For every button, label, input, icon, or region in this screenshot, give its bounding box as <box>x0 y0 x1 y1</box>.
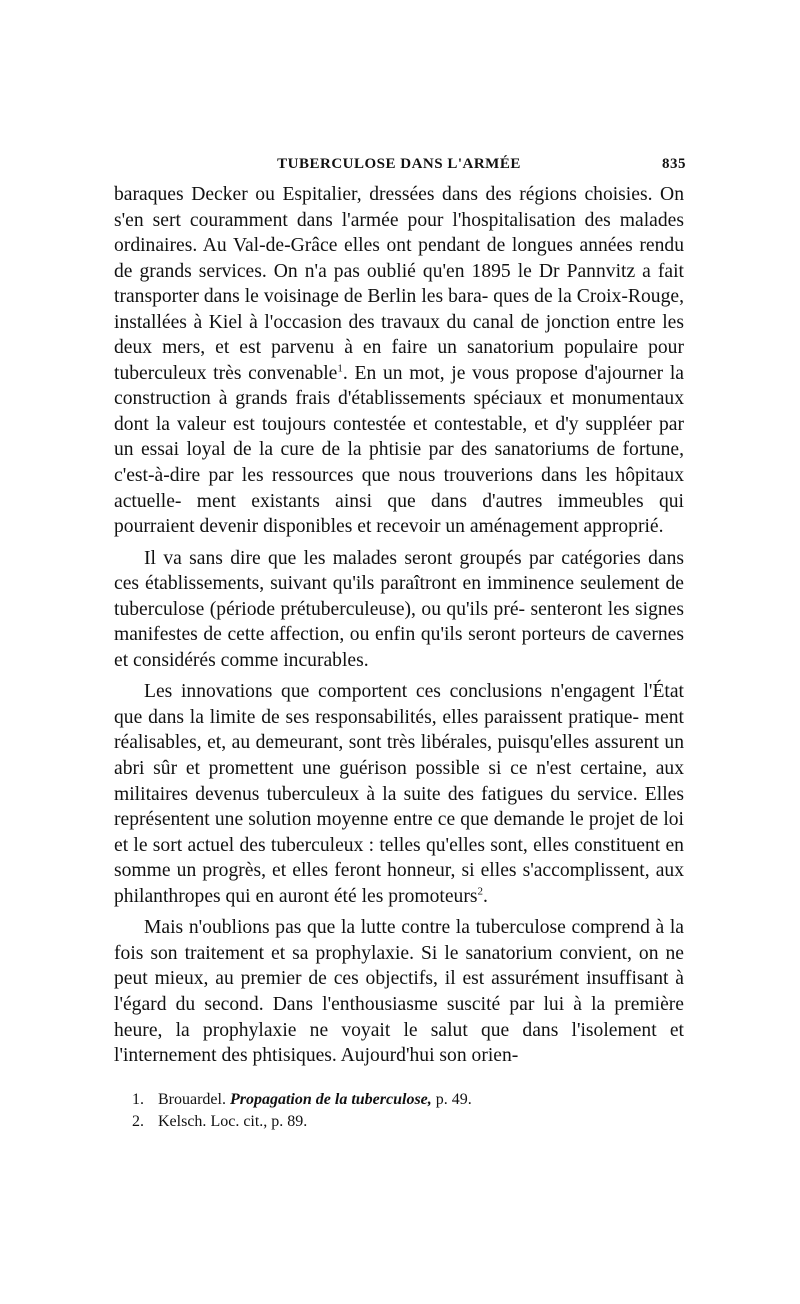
text-line: ment réalisables, et, au demeurant, sont très libérales, puisqu'elles <box>114 706 684 754</box>
text-line: qu'elles sont, elles constituent en somme un progrès, et elles feront <box>114 834 684 882</box>
paragraph-3: Les innovations que comportent ces conclusions n'engagent l'État que dans la limite de ses responsabilités, elles paraissent pratique- ment réalisables, et, au demeurant, sont très libérales, puisqu'elles assurent un abri sûr et promettent une guérison possible si ce n'est certaine, aux militaires devenus tuberculeux à la suite des fatigues du service. Elles représentent une solution moyenne entre ce que demande le projet de loi et le sort actuel des tuberculeux : telles qu'elles sont, elles constituent en somme un progrès, et elles feront honneur, si elles s'accomplissent, aux philanthropes qui en auront été les promoteurs$^2$. <box>114 681 685 907</box>
text-line: En un mot, je vous propose d'ajourner la construction à grands <box>114 362 685 410</box>
text-line: frais d'établissements spéciaux et monumentaux dont la valeur est <box>114 388 684 435</box>
footnote-1 <box>132 1089 684 1111</box>
footnote-author: Brouardel. <box>158 1090 226 1108</box>
footnote-ref: 1 <box>337 362 343 375</box>
running-head <box>114 156 684 182</box>
text-line: années rendu de grands services. On n'a pas oublié qu'en 1895 le <box>114 235 684 282</box>
text-line: devenir disponibles et recevoir un aménagement approprié. <box>199 516 664 538</box>
body-text <box>114 182 684 1069</box>
text-line: du service. Elles représentent une solution moyenne entre ce que <box>114 783 684 831</box>
paragraph-1: baraques Decker ou Espitalier, dressées dans des régions choisies. On s'en sert couramment dans l'armée pour l'hospitalisation des malades ordinaires. Au Val-de-Grâce elles ont pendant de longues années rendu de grands services. On n'a pas oublié qu'en 1895 le Dr Pannvitz a fait transporter dans le voisinage de Berlin les bara- ques de la Croix-Rouge, installées à Kiel à l'occasion des travaux du canal de jonction entre les deux mers, et est parvenu à en faire un sanatorium populaire pour tuberculeux très convenable$^1$. En un mot, je vous propose d'ajourner la construction à grands frais d'établissements spéciaux et monumentaux dont la valeur est toujours contestée et contestable, et d'y suppléer par un essai loyal de la cure de la phtisie par des sanatoriums de fortune, c'est-à-dire par les ressources que nous trouverions dans les hôpitaux actuelle- ment existants ainsi que dans d'autres immeubles qui pourraient devenir disponibles et recevoir un aménagement approprié. <box>114 184 685 538</box>
text-line: l'isolement et l'internement des phtisiques. Aujourd'hui son orien- <box>114 1019 684 1067</box>
text-line: de la cure de la phtisie par des sanatoriums de fortune, c'est-à-dire <box>114 439 685 487</box>
text-line: seront porteurs de cavernes et considérés comme incurables. <box>114 624 685 671</box>
footnote-number: 1. <box>132 1090 144 1108</box>
footnote-ref: 2 <box>477 885 484 898</box>
text-line: à la fois son traitement et sa prophylaxie. Si le sanatorium convient, <box>114 917 684 964</box>
text-line: baraques Decker ou Espitalier, dressées dans des régions choisies. <box>114 184 653 205</box>
footnote-reference: p. 49. <box>435 1090 472 1108</box>
text-line: assurent un abri sûr et promettent une guérison possible si ce n'est <box>114 732 684 780</box>
text-line: on ne peut mieux, au premier de ces objectifs, il est assurément <box>114 942 684 990</box>
footnote-number: 2. <box>132 1112 144 1130</box>
text-line: ment existants ainsi que dans d'autres immeubles qui pourraient <box>114 490 684 538</box>
running-title: TUBERCULOSE DANS L'ARMÉE <box>277 156 521 172</box>
footnote-author: Kelsch. <box>158 1112 207 1130</box>
text-line: Les innovations que comportent ces conclusions n'engagent l'État <box>144 681 684 703</box>
footnote-2 <box>132 1111 684 1133</box>
text-line: On s'en sert couramment dans l'armée pour l'hospitalisation des <box>114 184 684 231</box>
text-line: insuffisant à l'égard du second. Dans l'enthousiasme suscité par lui <box>114 968 684 1015</box>
text-line: Il va sans dire que les malades seront groupés par catégories <box>144 547 641 569</box>
footnotes <box>114 1089 684 1133</box>
text-line: Dr Pannvitz a fait transporter dans le voisinage de Berlin les bara- <box>114 260 684 308</box>
text-line: faire un sanatorium populaire pour tuberculeux très convenable <box>114 337 684 384</box>
text-line: à la première heure, la prophylaxie ne voyait le salut que dans <box>114 993 684 1041</box>
text-line: dans ces établissements, suivant qu'ils paraîtront en imminence <box>114 547 685 595</box>
text-line: malades ordinaires. Au Val-de-Grâce elles ont pendant de longues <box>114 209 684 257</box>
text-line: certaine, aux militaires devenus tuberculeux à la suite des fatigues <box>114 758 684 805</box>
footnote-title: Propagation de la tuberculose, <box>229 1090 432 1108</box>
text-line: été les promoteurs <box>333 885 478 907</box>
paragraph-4 <box>114 915 684 1068</box>
text-line: honneur, si elles s'accomplissent, aux philanthropes qui en auront <box>114 860 684 907</box>
text-line: seulement de tuberculose (période prétuberculeuse), ou qu'ils pré- <box>114 573 684 620</box>
book-page <box>114 156 684 1133</box>
text-line: demande le projet de loi et le sort actuel des tuberculeux : telles <box>114 809 685 856</box>
page-number: 835 <box>662 156 686 172</box>
paragraph-2 <box>114 546 684 674</box>
text-line: par les ressources que nous trouverions dans les hôpitaux actuelle- <box>114 465 684 512</box>
text-line: du canal de jonction entre les deux mers, et est parvenu à en <box>114 311 684 359</box>
text-line: Mais n'oublions pas que la lutte contre la tuberculose comprend <box>144 917 650 939</box>
text-line: ques de la Croix-Rouge, installées à Kiel à l'occasion des travaux <box>114 286 684 333</box>
text-line: que dans la limite de ses responsabilités, elles paraissent pratique- <box>114 706 639 728</box>
footnote-reference: Loc. cit., p. 89. <box>210 1112 308 1130</box>
text-line: toujours contestée et contestable, et d'y suppléer par un essai loyal <box>114 413 684 461</box>
text-line: senteront les signes manifestes de cette affection, ou enfin qu'ils <box>114 598 685 646</box>
